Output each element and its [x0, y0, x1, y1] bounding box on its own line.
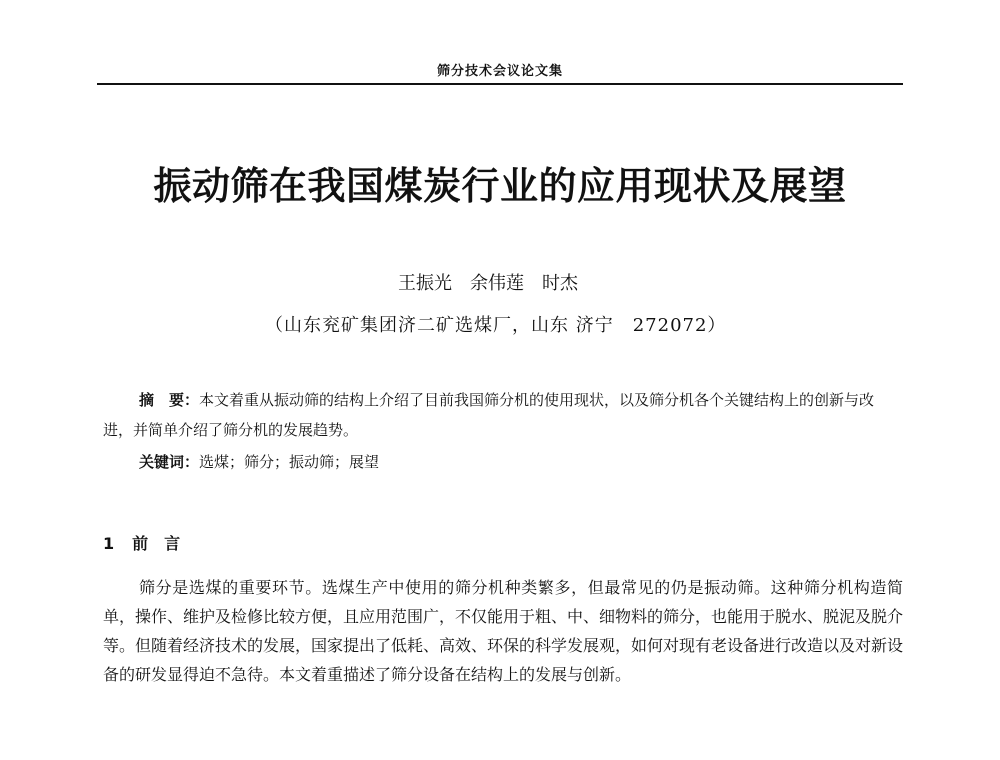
author-name: 时杰 — [542, 273, 578, 294]
keywords-label: 关键词： — [139, 453, 200, 471]
author-name: 余伟莲 — [470, 273, 524, 294]
paper-title: 振动筛在我国煤炭行业的应用现状及展望 — [153, 164, 847, 208]
abstract-text: 本文着重从振动筛的结构上介绍了目前我国筛分机的使用现状，以及筛分机各个关键结构上的创新与改进，并简单介绍了筛分机的发展趋势。 — [103, 391, 875, 439]
abstract-label: 摘 要： — [139, 391, 200, 409]
section-heading — [103, 532, 180, 556]
keywords — [139, 450, 379, 474]
section-body: 筛分是选煤的重要环节。选煤生产中使用的筛分机种类繁多，但最常见的仍是振动筛。这种筛分机构造简单，操作、维护及检修比较方便，且应用范围广，不仅能用于粗、中、细物料的筛分，也能用于脱水、脱泥及脱介等。但随着经济技术的发展，国家提出了低耗、高效、环保的科学发展观，如何对现有老设备进行改造以及对新设备的研发显得迫不急待。本文着重描述了筛分设备在结构上的发展与创新。 — [103, 578, 904, 684]
running-header: 筛分技术会议论文集 — [436, 64, 563, 79]
section-title: 前 言 — [132, 534, 181, 553]
abstract — [103, 385, 903, 445]
keywords-text: 选煤；筛分；振动筛；展望 — [199, 453, 380, 471]
header-rule — [97, 83, 903, 85]
author-name: 王振光 — [398, 273, 452, 294]
affiliation: （山东兖矿集团济二矿选煤厂，山东 济宁 272072） — [265, 315, 727, 336]
section-number: 1 — [103, 534, 115, 553]
author-list — [398, 272, 596, 296]
